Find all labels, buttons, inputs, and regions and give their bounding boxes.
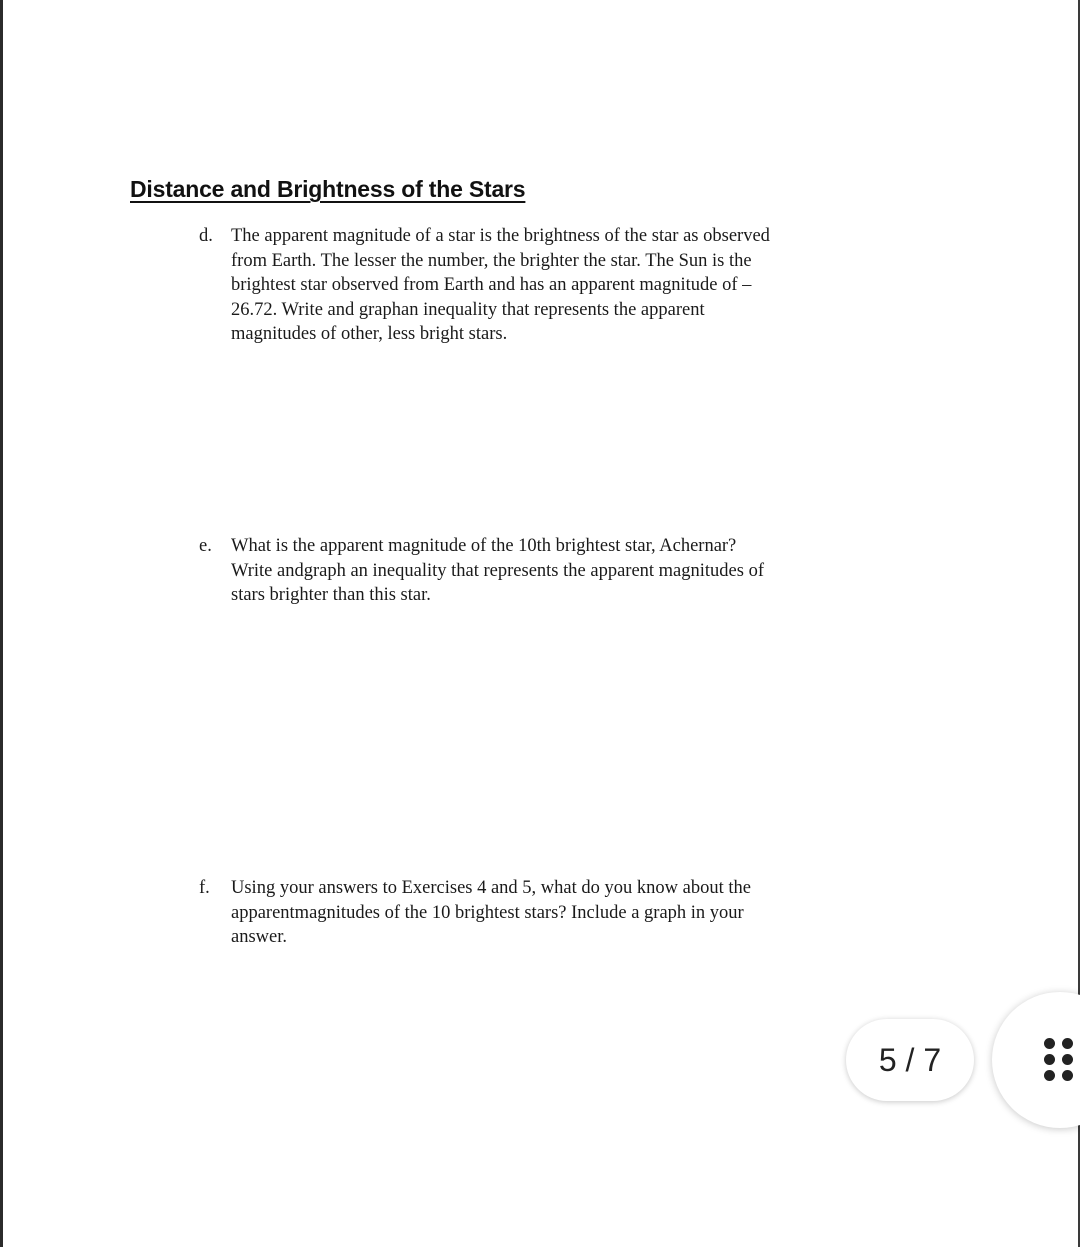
page-left-border [0,0,3,1247]
item-line: apparentmagnitudes of the 10 brightest stars? Include a graph in your [231,902,744,923]
item-line: magnitudes of other, less bright stars. [231,324,508,345]
item-letter: f. [199,878,210,898]
item-text [231,224,811,347]
item-line: The apparent magnitude of a star is the brightness of the star as observed [231,226,770,246]
item-letter: e. [199,536,212,556]
item-line: Write andgraph an inequality that represents the apparent magnitudes of [231,560,764,581]
more-options-button[interactable] [992,992,1080,1128]
item-line: Using your answers to Exercises 4 and 5, what do you know about the [231,878,751,898]
document-title: Distance and Brightness of the Stars [130,176,526,202]
item-line: answer. [231,927,287,948]
item-line: brightest star observed from Earth and has an apparent magnitude of – [231,275,752,296]
item-text [231,876,811,950]
item-line: stars brighter than this star. [231,585,431,606]
more-dots-icon [1044,1038,1074,1082]
item-line: What is the apparent magnitude of the 10th brightest star, Achernar? [231,536,737,556]
item-line: 26.72. Write and graphan inequality that represents the apparent [231,299,705,320]
item-line: from Earth. The lesser the number, the brighter the star. The Sun is the [231,250,752,271]
item-text [231,534,811,608]
item-letter: d. [199,226,213,246]
page-indicator[interactable]: 5 / 7 [846,1019,974,1101]
